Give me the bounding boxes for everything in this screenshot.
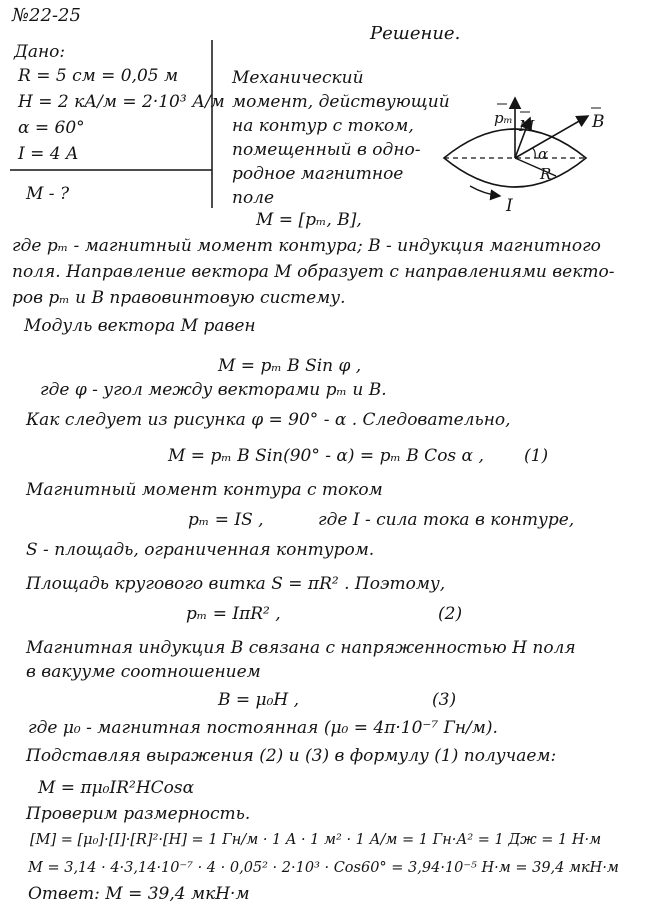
dimension-check: [M] = [μ₀]·[I]·[R]²·[H] = 1 Гн/м · 1 A · 1 м² · 1 А/м = 1 Гн·А² = 1 Дж = 1 Н·м bbox=[30, 832, 602, 848]
diagram-label-m: M bbox=[519, 117, 535, 135]
text-line: S - площадь, ограниченная контуром. bbox=[26, 540, 375, 560]
formula-m-vector: M = [pₘ, B], bbox=[256, 210, 362, 230]
text-line: Как следует из рисунка φ = 90° - α . Следовательно, bbox=[26, 410, 511, 430]
intro-line: родное магнитное bbox=[232, 164, 404, 184]
given-title: Дано: bbox=[14, 42, 66, 62]
given-line: α = 60° bbox=[18, 118, 85, 138]
current-loop-diagram bbox=[444, 98, 601, 196]
solution-title: Решение. bbox=[370, 23, 461, 44]
text-line: Подставляя выражения (2) и (3) в формулу (1) получаем: bbox=[26, 746, 557, 766]
text-line: где pₘ - магнитный момент контура; B - индукция магнитного bbox=[12, 236, 601, 256]
diagram-label-alpha: α bbox=[538, 145, 549, 163]
intro-line: на контур с током, bbox=[232, 116, 414, 136]
formula-pm-is: pₘ = IS , bbox=[188, 510, 264, 530]
formula-m-cos: M = pₘ B Sin(90° - α) = pₘ B Cos α , bbox=[168, 446, 484, 466]
formula-final-symbolic: M = πμ₀IR²HCosα bbox=[38, 778, 195, 798]
equation-number: (3) bbox=[432, 690, 457, 710]
text-line: Проверим размерность. bbox=[26, 804, 251, 824]
given-line: I = 4 A bbox=[18, 144, 79, 164]
intro-line: помещенный в одно- bbox=[232, 140, 421, 160]
text-line: где μ₀ - магнитная постоянная (μ₀ = 4π·10⁻⁷ Гн/м). bbox=[28, 718, 498, 738]
alpha-arc bbox=[532, 148, 535, 158]
text-line: в вакууме соотношением bbox=[26, 662, 261, 682]
text-line: Магнитный момент контура с током bbox=[26, 480, 383, 500]
current-direction-arrow bbox=[470, 186, 500, 196]
given-line: R = 5 см = 0,05 м bbox=[18, 66, 179, 86]
formula-pm-ipir2: pₘ = IπR² , bbox=[186, 604, 281, 624]
text-line: ров pₘ и B правовинтовую систему. bbox=[12, 288, 346, 308]
given-find: M - ? bbox=[26, 184, 70, 204]
text-line: где φ - угол между векторами pₘ и B. bbox=[40, 380, 387, 400]
text-line: Магнитная индукция B связана с напряженностью H поля bbox=[26, 638, 576, 658]
intro-line: Механический bbox=[232, 68, 364, 88]
diagram-label-r: R bbox=[540, 165, 552, 183]
text-line: Модуль вектора M равен bbox=[24, 316, 256, 336]
diagram-label-b: B bbox=[592, 112, 605, 132]
intro-line: поле bbox=[232, 188, 275, 208]
numeric-calculation: M = 3,14 · 4·3,14·10⁻⁷ · 4 · 0,05² · 2·10³ · Cos60° = 3,94·10⁻⁵ Н·м = 39,4 мкН·м bbox=[28, 860, 619, 876]
text-line: где I - сила тока в контуре, bbox=[318, 510, 575, 530]
diagram-label-pm: pₘ bbox=[494, 109, 513, 127]
equation-number: (1) bbox=[524, 446, 549, 466]
intro-line: момент, действующий bbox=[232, 92, 450, 112]
answer: Ответ: M = 39,4 мкН·м bbox=[28, 884, 250, 904]
diagram-label-i: I bbox=[506, 196, 513, 216]
formula-m-sin: M = pₘ B Sin φ , bbox=[218, 356, 362, 376]
text-line: Площадь кругового витка S = πR² . Поэтому, bbox=[26, 574, 446, 594]
given-line: H = 2 кА/м = 2·10³ А/м bbox=[18, 92, 225, 112]
text-line: поля. Направление вектора M образует с направлениями векто- bbox=[12, 262, 615, 282]
formula-b-mu0h: B = μ₀H , bbox=[218, 690, 300, 710]
problem-number: №22-25 bbox=[12, 5, 81, 26]
equation-number: (2) bbox=[438, 604, 463, 624]
